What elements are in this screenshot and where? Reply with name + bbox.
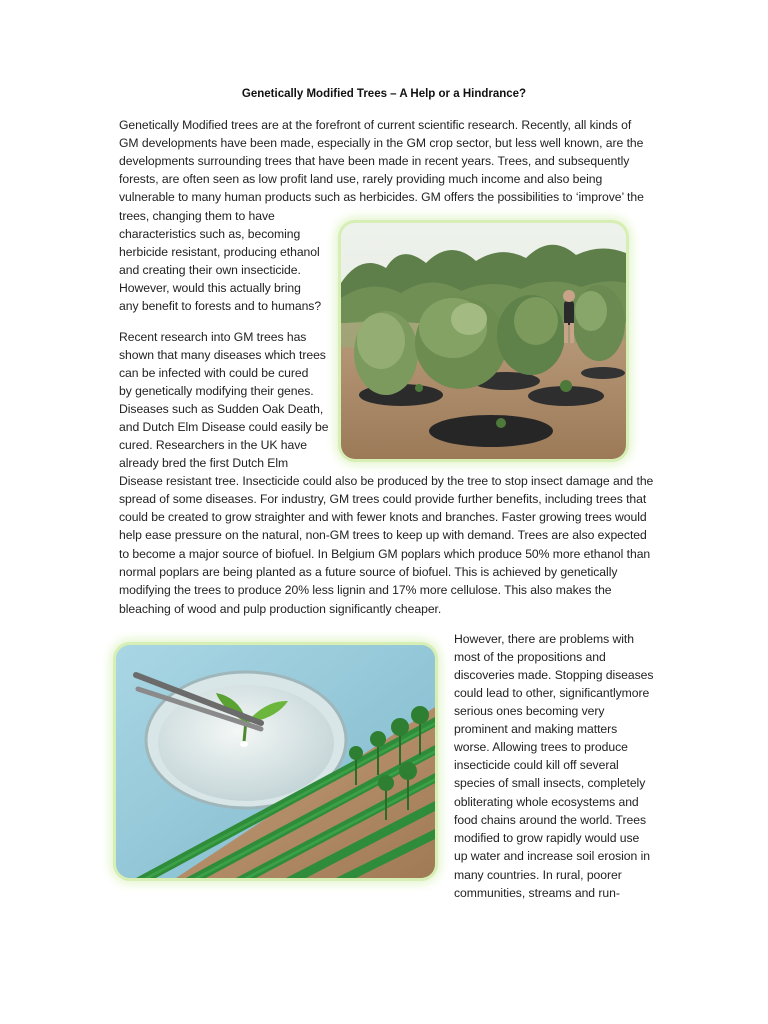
- gm-trees-field-photo: [341, 223, 626, 459]
- paragraph-line: by genetically modifying their genes.: [119, 384, 314, 398]
- paragraph-line: communities, streams and run-: [454, 886, 620, 900]
- paragraph-line: species of small insects, completely: [454, 776, 646, 790]
- paragraph-line: help ease pressure on the natural, non-GM trees to keep up with demand. Trees are also expected: [119, 528, 647, 542]
- paragraph-line: prominent and making matters: [454, 722, 618, 736]
- paragraph-line: and creating their own insecticide.: [119, 263, 301, 277]
- paragraph-line: and Dutch Elm Disease could easily be: [119, 420, 329, 434]
- paragraph-line: Disease resistant tree. Insecticide could also be produced by the tree to stop insect damage and the: [119, 474, 654, 488]
- petri-dish-and-tree-rows: [116, 645, 435, 878]
- paragraph-line: normal poplars are being planted as a future source of biofuel. This is achieved by genetically: [119, 565, 618, 579]
- paragraph-line: insecticide could kill off several: [454, 758, 619, 772]
- document-title: Genetically Modified Trees – A Help or a Hindrance?: [241, 88, 527, 100]
- paragraph-line: modified to grow rapidly would use: [454, 831, 640, 845]
- paragraph-line: bleaching of wood and pulp production significantly cheaper.: [119, 602, 442, 616]
- paragraph-line: can be infected with could be cured: [119, 366, 309, 380]
- paragraph-line: cured. Researchers in the UK have: [119, 438, 308, 452]
- paragraph-line: Diseases such as Sudden Oak Death,: [119, 402, 324, 416]
- paragraph-line: However, would this actually bring: [119, 281, 301, 295]
- paragraph-line: Recent research into GM trees has: [119, 330, 307, 344]
- paragraph-line: modifying the trees to produce 20% less lignin and 17% more cellulose. This also makes the: [119, 583, 612, 597]
- paragraph-line: discoveries made. Stopping diseases: [454, 668, 654, 682]
- paragraph-line: could lead to other, significantlymore: [454, 686, 650, 700]
- paragraph-line: worse. Allowing trees to produce: [454, 740, 628, 754]
- paragraph-line: already bred the first Dutch Elm: [119, 456, 289, 470]
- paragraph-line: Genetically Modified trees are at the forefront of current scientific research. Recently, all kinds of: [119, 118, 632, 132]
- paragraph-line: to become a major source of biofuel. In Belgium GM poplars which produce 50% more ethanol than: [119, 547, 651, 561]
- paragraph-line: However, there are problems with: [454, 632, 634, 646]
- paragraph-line: developments surrounding trees that have been made in recent years. Trees, and subsequently: [119, 154, 630, 168]
- paragraph-line: shown that many diseases which trees: [119, 348, 326, 362]
- paragraph-line: most of the propositions and: [454, 650, 606, 664]
- paragraph-line: any benefit to forests and to humans?: [119, 299, 322, 313]
- paragraph-line: forests, are often seen as low profit land use, rarely providing much income and also being: [119, 172, 603, 186]
- paragraph-line: obliterating whole ecosystems and: [454, 795, 639, 809]
- gm-trees-field-illustration: [341, 223, 626, 459]
- paragraph-line: serious ones becoming very: [454, 704, 605, 718]
- paragraph-line: food chains around the world. Trees: [454, 813, 647, 827]
- paragraph-line: vulnerable to many human products such as herbicides. GM offers the possibilities to ‘improve’ the: [119, 190, 644, 204]
- paragraph-line: herbicide resistant, producing ethanol: [119, 245, 320, 259]
- petri-dish-seedling-illustration: [116, 645, 435, 878]
- paragraph-line: spread of some diseases. For industry, GM trees could provide further benefits, including trees that: [119, 492, 647, 506]
- paragraph-line: could be created to grow straighter and with fewer knots and branches. Faster growing trees would: [119, 510, 647, 524]
- paragraph-line: up water and increase soil erosion in: [454, 849, 650, 863]
- paragraph-line: characteristics such as, becoming: [119, 227, 301, 241]
- paragraph-line: GM developments have been made, especially in the GM crop sector, but less well known, are the: [119, 136, 644, 150]
- paragraph-line: trees, changing them to have: [119, 209, 275, 223]
- paragraph-line: many countries. In rural, poorer: [454, 868, 622, 882]
